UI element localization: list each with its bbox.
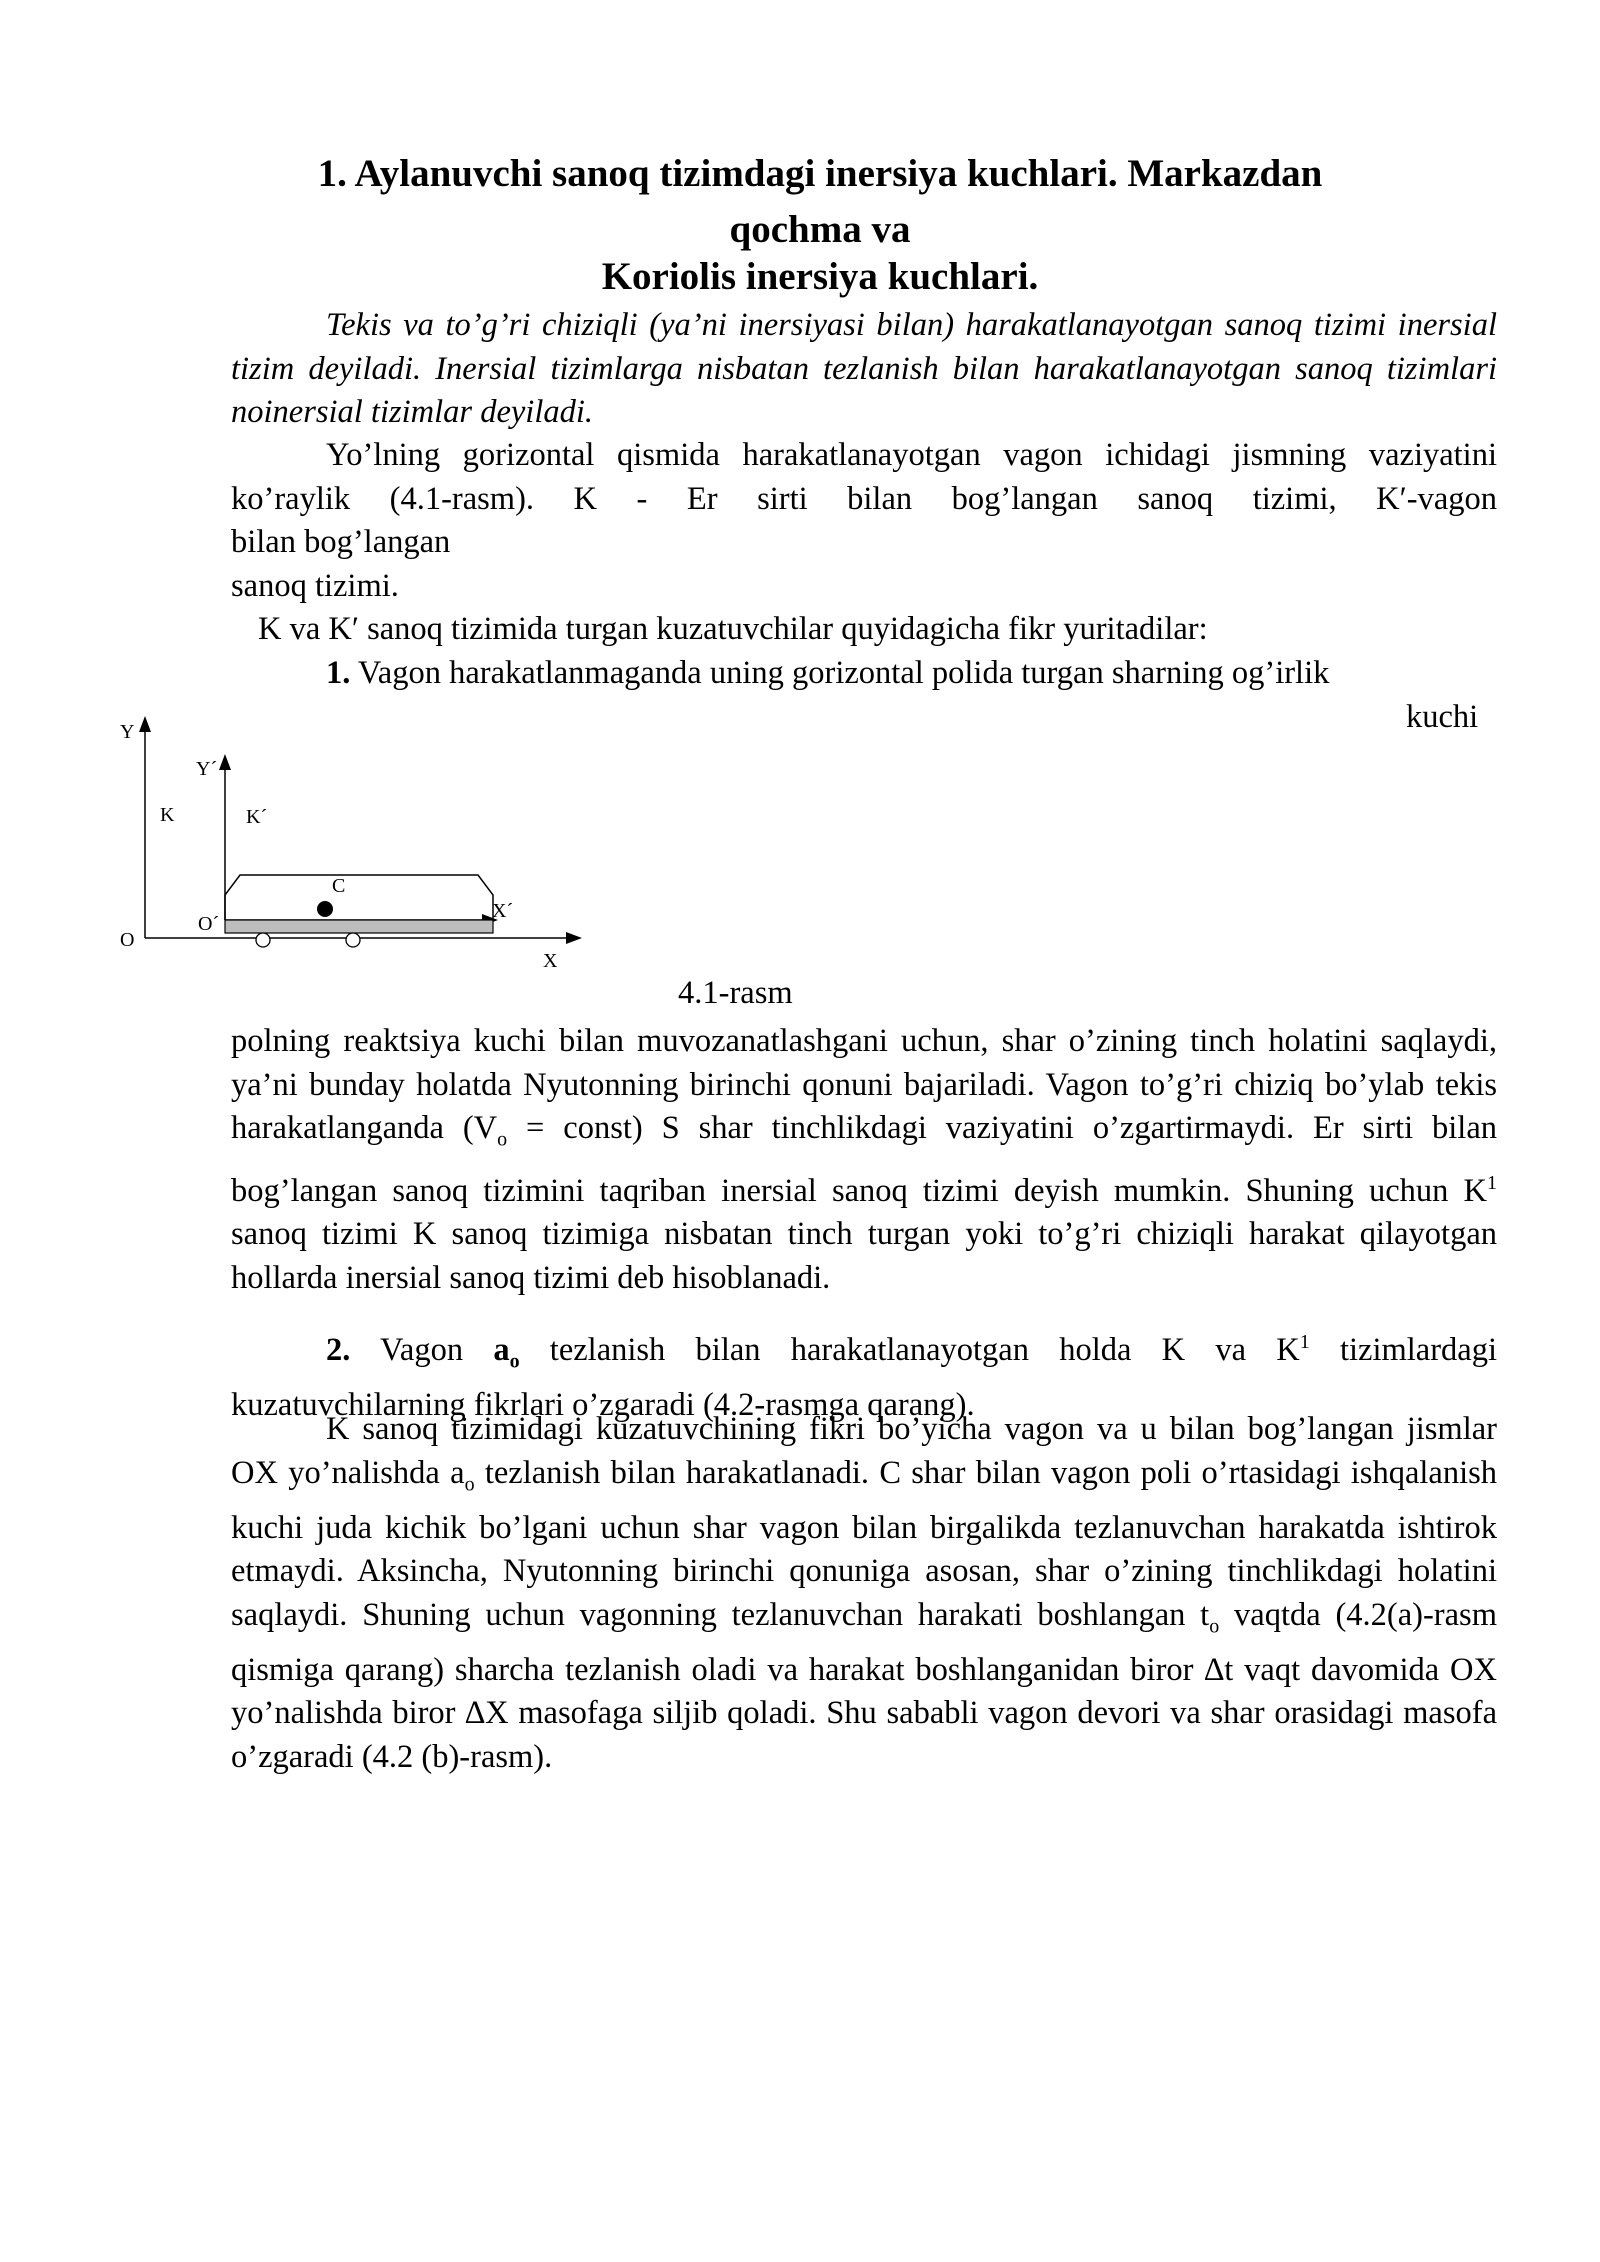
item-2-number: 2. xyxy=(326,1331,351,1368)
wagon-floor xyxy=(225,920,493,933)
paragraph-4: polning reaktsiya kuchi bilan muvozanatlashgani uchun, shar o’zining tinch holatini saqlaydi, ya’ni bunday holatda Nyutonning birinchi qonuni bajariladi. Vagon to’g’ri chiziq bo’ylab tekis harakatlanganda ($V_o$ = const) S shar tinchlikdagi vaziyatini o’zgartirmaydi. Er sirti bilan bog’langan sanoq tizimini taqriban inersial sanoq tizimi deyish mumkin. Shuning uchun $K^1$ sanoq tizimi K sanoq tizimiga nisbatan tinch turgan yoki to’g’ri chiziqli harakat qilayotgan hollarda inersial sanoq tizimi deb hisoblanadi. xyxy=(231,1023,1497,1296)
label-o: O xyxy=(120,929,135,951)
label-k-prime: K´ xyxy=(246,806,268,828)
figure-caption: 4.1-rasm xyxy=(678,975,793,1011)
label-y-prime: Y´ xyxy=(196,758,218,780)
label-y: Y xyxy=(120,721,135,743)
wagon-wheel-left xyxy=(256,933,270,947)
label-o-prime: O´ xyxy=(198,913,220,935)
item-1-number: 1. xyxy=(326,655,351,691)
title-line-1: 1. Aylanuvchi sanoq tizimdagi inersiya kuchlari. Markazdan xyxy=(317,152,1323,195)
label-x-prime: X´ xyxy=(492,900,514,922)
wagon-body xyxy=(225,875,493,920)
title-line-2: qochma va xyxy=(729,208,911,251)
label-x: X xyxy=(543,950,558,972)
title-line-3: Koriolis inersiya kuchlari. xyxy=(601,255,1039,298)
item-2-paragraph: 2. Vagon $a_o$ tezlanish bilan harakatlanayotgan holda K va $K^1$ tizimlardagi kuzatuvchilarning fikrlari o’zgaradi (4.2-rasmga qarang). xyxy=(231,1331,1497,1423)
figure-diagram xyxy=(100,710,620,980)
paragraph-3: K va K′ sanoq tizimida turgan kuzatuvchilar quyidagicha fikr yuritadilar: xyxy=(258,611,1208,647)
x-axis-arrow xyxy=(566,932,582,944)
label-k: K xyxy=(160,804,175,826)
ball-c xyxy=(317,901,333,917)
item-1-last-word: kuchi xyxy=(1406,699,1479,735)
paragraph-2-line-a: bilan bog’langan xyxy=(231,524,451,560)
figure-4-1 xyxy=(100,710,620,985)
y-axis-arrow xyxy=(139,716,151,732)
paragraph-2-line-b: sanoq tizimi. xyxy=(231,568,399,604)
paragraph-2: Yo’lning gorizontal qismida harakatlanayotgan vagon ichidagi jismning vaziyatini ko’raylik (4.1-rasm). K - Er sirti bilan bog’langan sanoq tizimi, K′-vagon xyxy=(231,437,1497,517)
paragraph-5: K sanoq tizimidagi kuzatuvchining fikri bo’yicha vagon va u bilan bog’langan jismlar OX yo’nalishda $a_o$ tezlanish bilan harakatlanadi. C shar bilan vagon poli o’rtasidagi ishqalanish kuchi juda kichik bo’lgani uchun shar vagon bilan birgalikda tezlanuvchan harakatda ishtirok etmaydi. Aksincha, Nyutonning birinchi qonuniga asosan, shar o’zining tinchlikdagi holatini saqlaydi. Shuning uchun vagonning tezlanuvchan harakati boshlangan $t_o$ vaqtda (4.2(a)-rasm qismiga qarang) sharcha tezlanish oladi va harakat boshlanganidan biror ∆t vaqt davomida OX yo’nalishda biror ∆X masofaga siljib qoladi. Shu sababli vagon devori va shar orasidagi masofa o’zgaradi (4.2 (b)-rasm). xyxy=(231,1411,1498,1775)
label-c: C xyxy=(332,875,346,897)
y-prime-axis-arrow xyxy=(219,754,231,770)
item-1-line xyxy=(326,652,1329,696)
wagon-wheel-right xyxy=(346,933,360,947)
item-1-text: Vagon harakatlanmaganda uning gorizontal polida turgan sharning og’irlik xyxy=(357,655,1330,691)
intro-paragraph: Tekis va to’g’ri chiziqli (ya’ni inersiyasi bilan) harakatlanayotgan sanoq tizimi inersial tizim deyiladi. Inersial tizimlarga nisbatan tezlanish bilan harakatlanayotgan sanoq tizimlari noinersial tizimlar deyiladi. xyxy=(231,307,1497,430)
